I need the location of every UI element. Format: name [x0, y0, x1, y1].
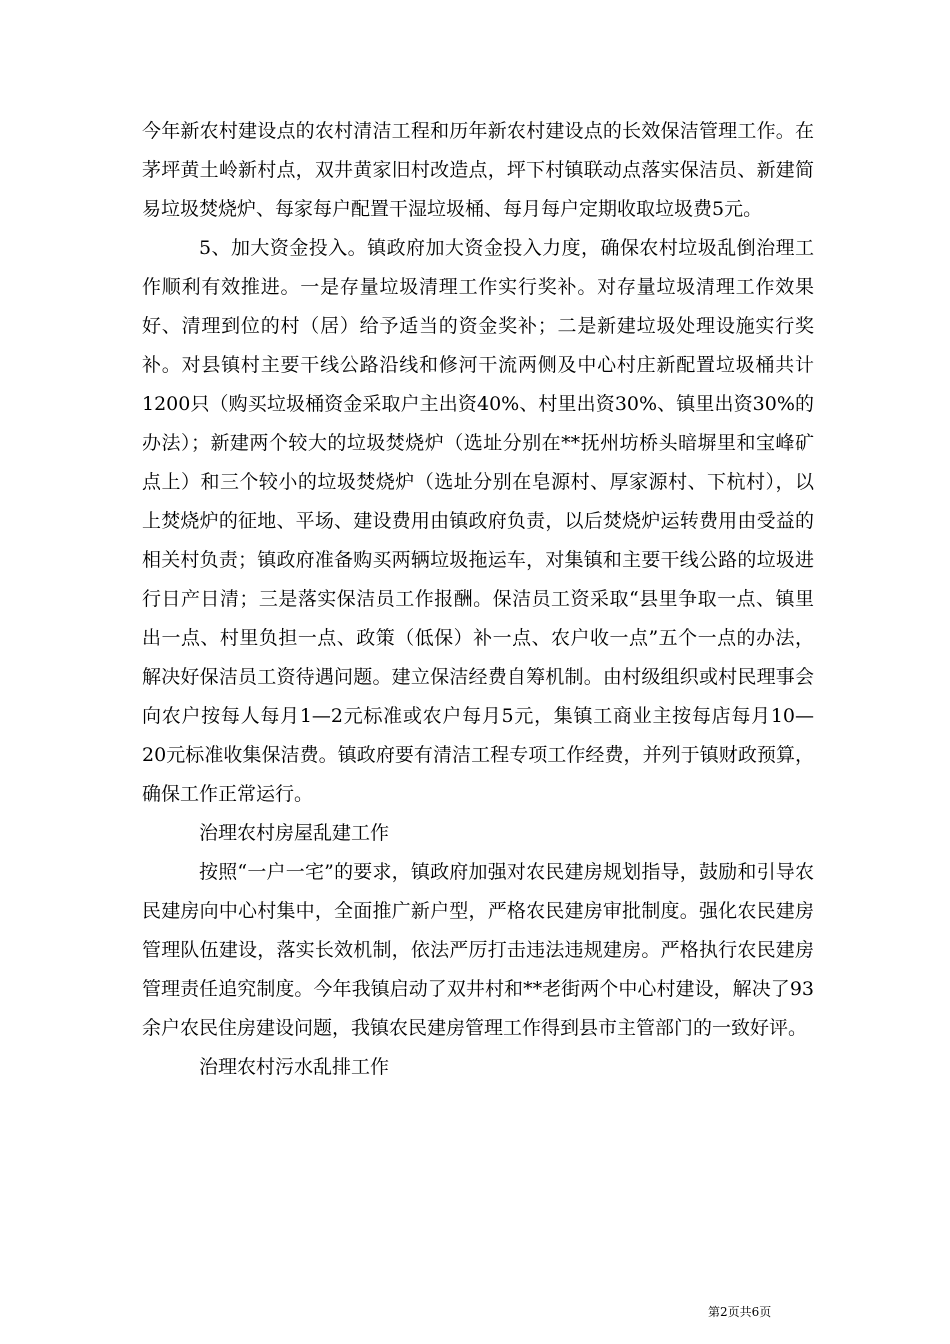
section-heading-sewage: 治理农村污水乱排工作 — [199, 1056, 390, 1078]
paragraph-funding-investment: 5、加大资金投入。镇政府加大资金投入力度，确保农村垃圾乱倒治理工作顺利有效推进。一是存量垃圾清理工作实行奖补。对存量垃圾清理工作效果好、清理到位的村（居）给予适当的资金奖补；二是新建垃圾处理设施实行奖补。对县镇村主要干线公路沿线和修河干流两侧及中心村庄新配置垃圾桶共计1200只（购买垃圾桶资金采取户主出资40%、村里出资30%、镇里出资30%的办法）；新建两个较大的垃圾焚烧炉（选址分别在**抚州坊桥头暗塀里和宝峰矿点上）和三个较小的垃圾焚烧炉（选址分别在皂源村、厚家源村、下杭村），以上焚烧炉的征地、平场、建设费用由镇政府负责，以后焚烧炉运转费用由受益的相关村负责；镇政府准备购买两辆垃圾拖运车，对集镇和主要干线公路的垃圾进行日产日清；三是落实保洁员工作报酬。保洁员工资采取“县里争取一点、镇里出一点、村里负担一点、政策（低保）补一点、农户收一点”五个一点的办法，解决好保洁员工资待遇问题。建立保洁经费自筹机制。由村级组织或村民理事会向农户按每人每月1—2元标准或农户每月5元，集镇工商业主按每店每月10—20元标准收集保洁费。镇政府要有清洁工程专项工作经费，并列于镇财政预算，确保工作正常运行。 — [142, 237, 814, 805]
paragraph-housing-management: 按照“一户一宅”的要求，镇政府加强对农民建房规划指导，鼓励和引导农民建房向中心村集中，全面推广新户型，严格农民建房审批制度。强化农民建房管理队伍建设，落实长效机制，依法严厉打击违法违规建房。严格执行农民建房管理责任追究制度。今年我镇启动了双井村和**老街两个中心村建设，解决了93余户农民住房建设问题，我镇农民建房管理工作得到县市主管部门的一致好评。 — [142, 861, 814, 1039]
document-body — [142, 112, 814, 1087]
section-heading-housing: 治理农村房屋乱建工作 — [199, 822, 390, 844]
page-number: 第2页共6页 — [708, 1305, 772, 1319]
paragraph-cleaning-project: 今年新农村建设点的农村清洁工程和历年新农村建设点的长效保洁管理工作。在茅坪黄土岭新村点，双井黄家旧村改造点，坪下村镇联动点落实保洁员、新建简易垃圾焚烧炉、每家每户配置干湿垃圾桶、每月每户定期收取垃圾费5元。 — [142, 120, 814, 220]
